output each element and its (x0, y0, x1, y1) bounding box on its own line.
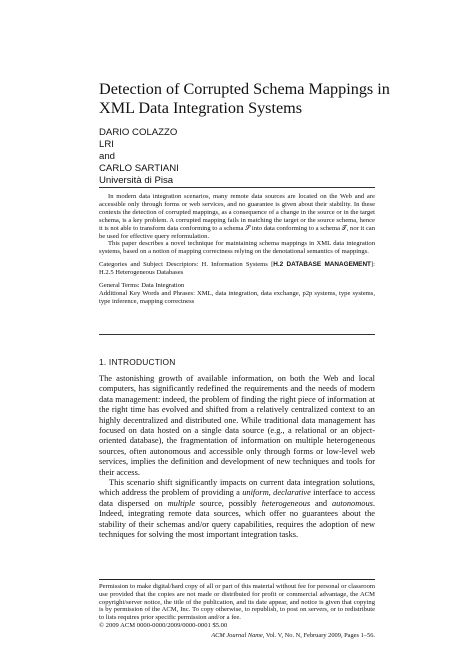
permission-footnote (99, 583, 375, 630)
general-terms-line: General Terms: Data Integration (99, 282, 185, 290)
author-affiliation: Università di Pisa (99, 175, 174, 186)
copyright-line: © 2009 ACM 0000-0000/2009/0000-0001 $5.00 (99, 621, 228, 629)
introduction-body (99, 374, 375, 541)
categories-line: Categories and Subject Descriptors: H. Information Systems [H.2 DATABASE MANAGEMENT]: H.2.5 Heterogeneous Databases (99, 261, 375, 277)
section-heading: 1. INTRODUCTION (99, 357, 176, 367)
abstract-paragraph: In modern data integration scenarios, many remote data sources are located on the Web and are accessible only through forms or web services, and no guarantee is given about their stability. In these contexts the detection of corrupted mappings, as a consequence of a change in the source or in the target schema, is a key problem. A corrupted mapping fails in matching the target or the source schema, hence it is not able to transform data conforming to a schema 𝒮 into data conforming to a schema 𝒯, nor it can be used for effective query reformulation. (99, 193, 375, 240)
author-affiliation: LRI (99, 139, 114, 150)
body-paragraph: This scenario shift significantly impacts on current data integration solutions, which address the problem of providing a uniform, declarative interface to access data dispersed on multiple source, possibly heterogeneous and autonomous. Indeed, integrating remote data sources, which offer no guarantees about the stability of their schemas and/or query capabilities, requires the adoption of new techniques for solving the most important integration tasks. (99, 478, 375, 540)
paper-title: Detection of Corrupted Schema Mappings in XML Data Integration Systems (99, 80, 390, 117)
author-name: DARIO COLAZZO (99, 127, 178, 138)
abstract (99, 193, 375, 306)
body-paragraph: The astonishing growth of available information, on both the Web and local computers, has significantly redefined the requirements and the needs of modern data management: indeed, the problem of finding the right piece of information at the right time has evolved and shifted from a relatively centralized context to an highly decentralized and distributed one. While traditional data management has focused on data hosted on a single data source (e.g., a relational or an object-oriented database), the fragmentation of information on multiple heterogeneous sources, often autonomous and accessible only through forms or low-level web services, implies the definition and development of new techniques and tools for their access. (99, 374, 375, 477)
author-conjunction: and (99, 151, 116, 162)
footnote-rule (99, 579, 375, 580)
keywords-line: Additional Key Words and Phrases: XML, data integration, data exchange, p2p systems, type systems, type inference, mapping correctness (99, 289, 375, 305)
author-block (99, 127, 349, 187)
abstract-paragraph: This paper describes a novel technique for maintaining schema mappings in XML data integration systems, based on a notion of mapping correctness relying on the denotational semantics of mappings. (99, 240, 375, 256)
abstract-top-rule (99, 187, 375, 188)
journal-line: ACM Journal Name, Vol. V, No. N, February 2009, Pages 1–56. (211, 632, 375, 639)
abstract-bottom-rule (99, 334, 375, 335)
footnote-text: Permission to make digital/hard copy of all or part of this material without fee for personal or classroom use provided that the copies are not made or distributed for profit or commercial advantage, the ACM copyright/server notice, the title of the publication, and its date appear, and notice is given that copying is by permission of the ACM, Inc. To copy otherwise, to republish, to post on servers, or to redistribute to lists requires prior specific permission and/or a fee. (99, 583, 375, 622)
author-name: CARLO SARTIANI (99, 163, 179, 174)
